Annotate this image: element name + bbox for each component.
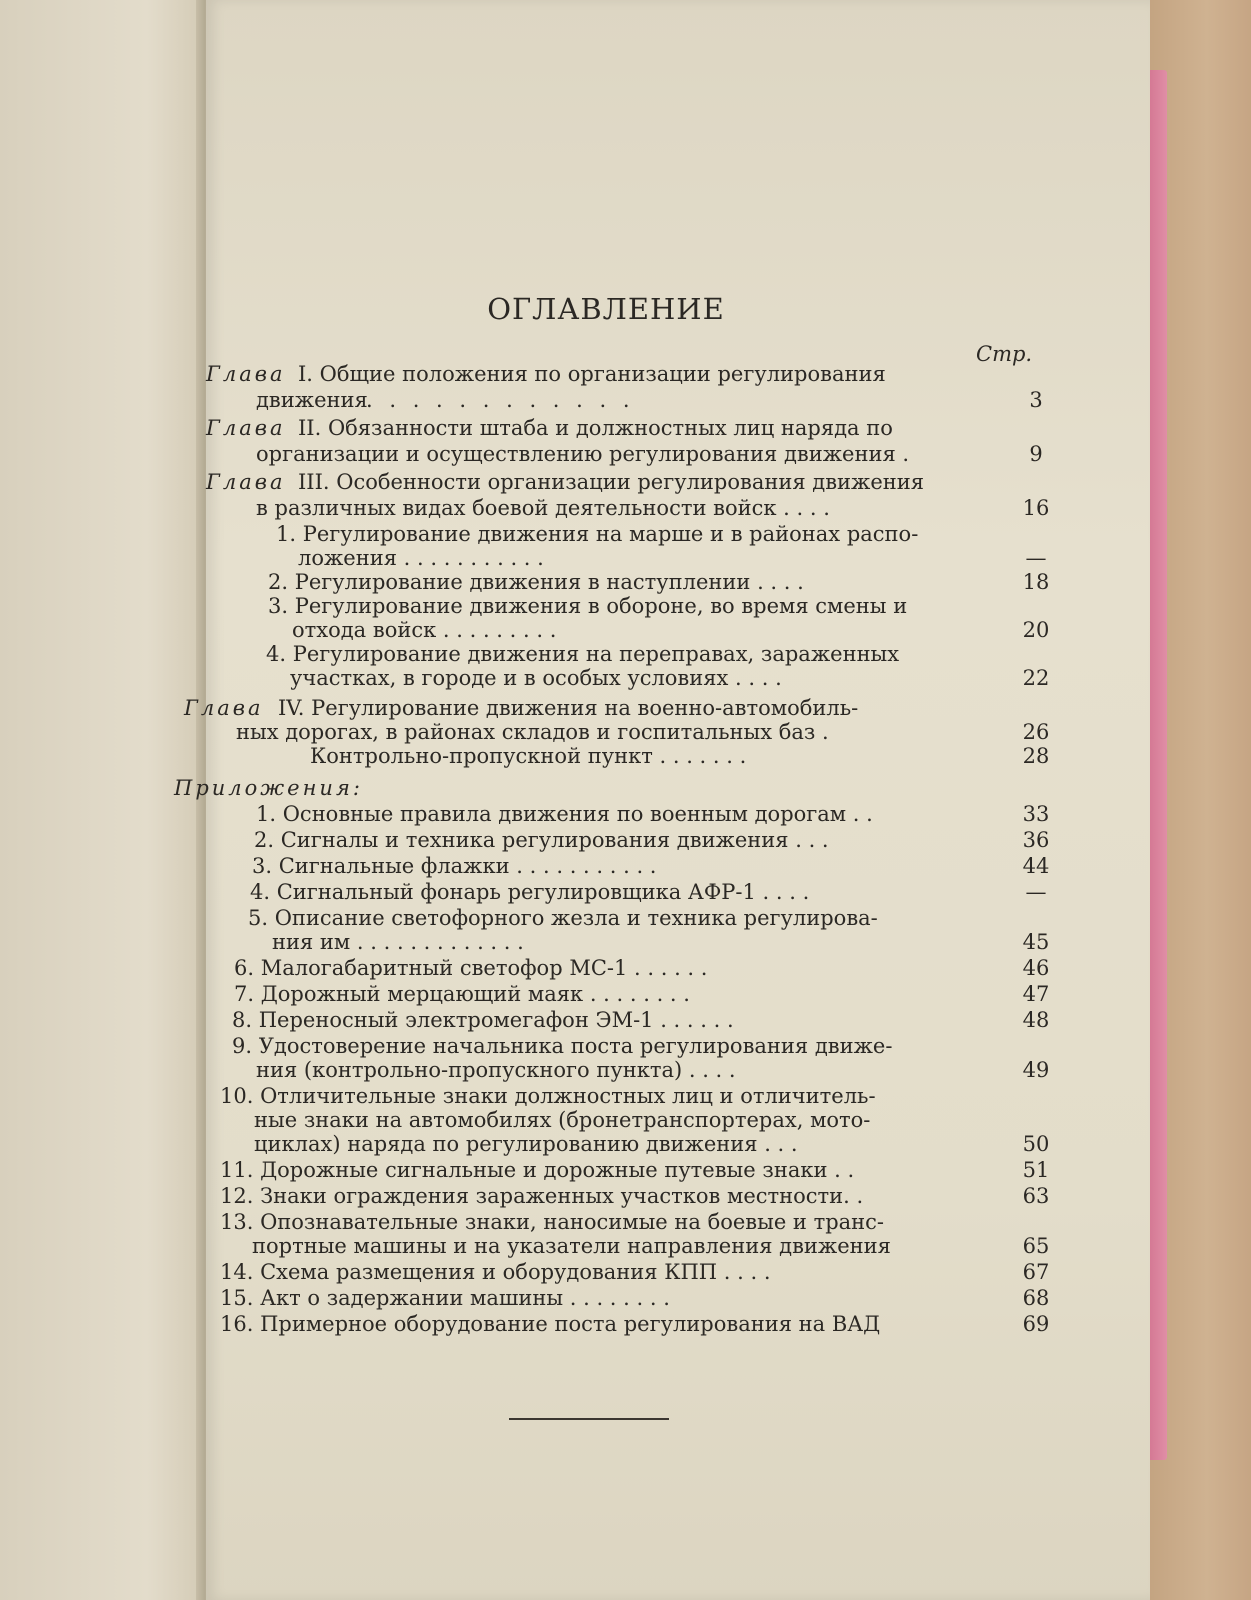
- page-number: 44: [1022, 854, 1050, 878]
- entry-title: 10. Отличительные знаки должностных лиц и отличитель-: [220, 1084, 876, 1108]
- page-number: 18: [1022, 570, 1050, 594]
- toc-entry-chapter-1: [206, 362, 1150, 388]
- page-number: 50: [1022, 1132, 1050, 1156]
- entry-title: 7. Дорожный мерцающий маяк . . . . . . . .: [234, 982, 690, 1006]
- entry-title-cont: циклах) наряда по регулированию движения . . .: [254, 1132, 798, 1156]
- page-number: 51: [1022, 1158, 1050, 1182]
- toc-entry-chapter-2-cont: [206, 442, 1150, 468]
- toc-subentry-cont: [206, 546, 1150, 572]
- entry-title: 11. Дорожные сигнальные и дорожные путевые знаки . .: [220, 1158, 855, 1182]
- page-number: 46: [1022, 956, 1050, 980]
- entry-title-cont: движения: [256, 388, 368, 412]
- page-number: 3: [1029, 388, 1043, 412]
- entry-title: 3. Регулирование движения в обороне, во время смены и: [268, 594, 908, 618]
- toc-subentry-cont: [206, 666, 1150, 692]
- appendix-entry-cont: [206, 1234, 1150, 1260]
- chapter-prefix: Глава: [206, 470, 286, 494]
- appendix-heading: [174, 776, 1150, 802]
- appendix-entry: [206, 1084, 1150, 1110]
- page-number: 26: [1022, 720, 1050, 744]
- appendix-entry-cont: [206, 930, 1150, 956]
- dot-leader: . . . . . . . . . . . .: [366, 388, 635, 412]
- page-number: 9: [1029, 442, 1043, 466]
- appendix-entry: [206, 1210, 1150, 1236]
- appendix-label: Приложения:: [174, 776, 363, 800]
- page-number: —: [1025, 880, 1047, 904]
- appendix-entry: [206, 1286, 1150, 1312]
- toc-subentry-cont: [206, 618, 1150, 644]
- page-title: ОГЛАВЛЕНИЕ: [487, 292, 725, 326]
- entry-title: 12. Знаки ограждения зараженных участков местности. .: [220, 1184, 864, 1208]
- entry-title-cont: организации и осуществлению регулирования движения .: [256, 442, 910, 466]
- entry-title: 15. Акт о задержании машины . . . . . . . .: [220, 1286, 670, 1310]
- toc-entry-chapter-3-cont: [206, 496, 1150, 522]
- appendix-entry-cont: [206, 1108, 1150, 1134]
- toc-entry-chapter-1-cont: [206, 388, 1150, 414]
- page-number: 20: [1022, 618, 1050, 642]
- appendix-entry: [206, 854, 1150, 880]
- toc-subentry: [206, 522, 1150, 548]
- toc-entry-chapter-4-cont: [206, 720, 1150, 746]
- entry-title: II. Обязанности штаба и должностных лиц наряда по: [298, 416, 893, 440]
- entry-title: 3. Сигнальные флажки . . . . . . . . . . .: [252, 854, 657, 878]
- entry-title-cont: ния (контрольно-пропускного пункта) . . . .: [256, 1058, 736, 1082]
- appendix-entry: [206, 1260, 1150, 1286]
- toc-subentry: [206, 570, 1150, 596]
- appendix-entry-cont: [206, 1058, 1150, 1084]
- toc-subentry: [206, 594, 1150, 620]
- appendix-entry: [206, 1034, 1150, 1060]
- appendix-entry: [206, 880, 1150, 906]
- page-number: 68: [1022, 1286, 1050, 1310]
- entry-title: 4. Сигнальный фонарь регулировщика АФР-1 . . . .: [250, 880, 810, 904]
- toc-entry-checkpoint: [206, 744, 1150, 770]
- entry-title: 13. Опознавательные знаки, наносимые на боевые и транс-: [220, 1210, 885, 1234]
- toc-subentry: [206, 642, 1150, 668]
- page-number: 22: [1022, 666, 1050, 690]
- appendix-entry: [206, 956, 1150, 982]
- appendix-entry: [206, 1008, 1150, 1034]
- page-number: 16: [1022, 496, 1050, 520]
- page-number: 49: [1022, 1058, 1050, 1082]
- entry-title-cont: участках, в городе и в особых условиях . . . .: [290, 666, 782, 690]
- appendix-entry: [206, 1158, 1150, 1184]
- entry-title: III. Особенности организации регулирования движения: [298, 470, 925, 494]
- page-number: 48: [1022, 1008, 1050, 1032]
- end-rule: [509, 1418, 669, 1420]
- page-number: —: [1025, 546, 1047, 570]
- appendix-entry: [206, 1184, 1150, 1210]
- page-number: 47: [1022, 982, 1050, 1006]
- entry-title: Контрольно-пропускной пункт . . . . . . .: [310, 744, 747, 768]
- entry-title: 1. Регулирование движения на марше и в районах распо-: [276, 522, 919, 546]
- entry-title-cont: ния им . . . . . . . . . . . . .: [272, 930, 524, 954]
- entry-title: 2. Регулирование движения в наступлении . . . .: [268, 570, 804, 594]
- entry-title-cont: в различных видах боевой деятельности войск . . . .: [256, 496, 830, 520]
- appendix-entry: [206, 906, 1150, 932]
- entry-title: 2. Сигналы и техника регулирования движения . . .: [254, 828, 829, 852]
- toc-entry-chapter-2: [206, 416, 1150, 442]
- entry-title-cont: ных дорогах, в районах складов и госпитальных баз .: [236, 720, 829, 744]
- entry-title: 1. Основные правила движения по военным дорогам . .: [256, 802, 873, 826]
- chapter-prefix: Глава: [206, 416, 286, 440]
- page-number: 67: [1022, 1260, 1050, 1284]
- book-page: [174, 0, 1150, 1600]
- page-number: 33: [1022, 802, 1050, 826]
- toc-entry-chapter-4: [184, 696, 1150, 722]
- entry-title-cont: портные машины и на указатели направления движения: [252, 1234, 891, 1258]
- chapter-prefix: Глава: [206, 362, 286, 386]
- entry-title: IV. Регулирование движения на военно-автомобиль-: [278, 696, 859, 720]
- entry-title: 9. Удостоверение начальника поста регулирования движе-: [232, 1034, 893, 1058]
- entry-title: 6. Малогабаритный светофор МС-1 . . . . . .: [234, 956, 708, 980]
- entry-title: 14. Схема размещения и оборудования КПП . . . .: [220, 1260, 771, 1284]
- appendix-entry: [206, 1312, 1150, 1338]
- page-number: 65: [1022, 1234, 1050, 1258]
- entry-title: 16. Примерное оборудование поста регулирования на ВАД: [220, 1312, 881, 1336]
- entry-title: 5. Описание светофорного жезла и техника регулирова-: [248, 906, 878, 930]
- page-number: 69: [1022, 1312, 1050, 1336]
- appendix-entry: [206, 828, 1150, 854]
- page-number: 45: [1022, 930, 1050, 954]
- appendix-entry: [206, 982, 1150, 1008]
- entry-title: I. Общие положения по организации регулирования: [298, 362, 886, 386]
- appendix-entry: [206, 802, 1150, 828]
- page-column-label: Стр.: [976, 342, 1033, 366]
- entry-title-cont: ные знаки на автомобилях (бронетранспортерах, мото-: [254, 1108, 871, 1132]
- entry-title-cont: отхода войск . . . . . . . . .: [292, 618, 557, 642]
- toc-entry-chapter-3: [206, 470, 1150, 496]
- entry-title: 4. Регулирование движения на переправах, зараженных: [266, 642, 900, 666]
- appendix-entry-cont: [206, 1132, 1150, 1158]
- page-number: 36: [1022, 828, 1050, 852]
- entry-title: 8. Переносный электромегафон ЭМ-1 . . . . . .: [232, 1008, 734, 1032]
- entry-title-cont: ложения . . . . . . . . . . .: [298, 546, 544, 570]
- page-number: 63: [1022, 1184, 1050, 1208]
- page-number: 28: [1022, 744, 1050, 768]
- chapter-prefix: Глава: [184, 696, 264, 720]
